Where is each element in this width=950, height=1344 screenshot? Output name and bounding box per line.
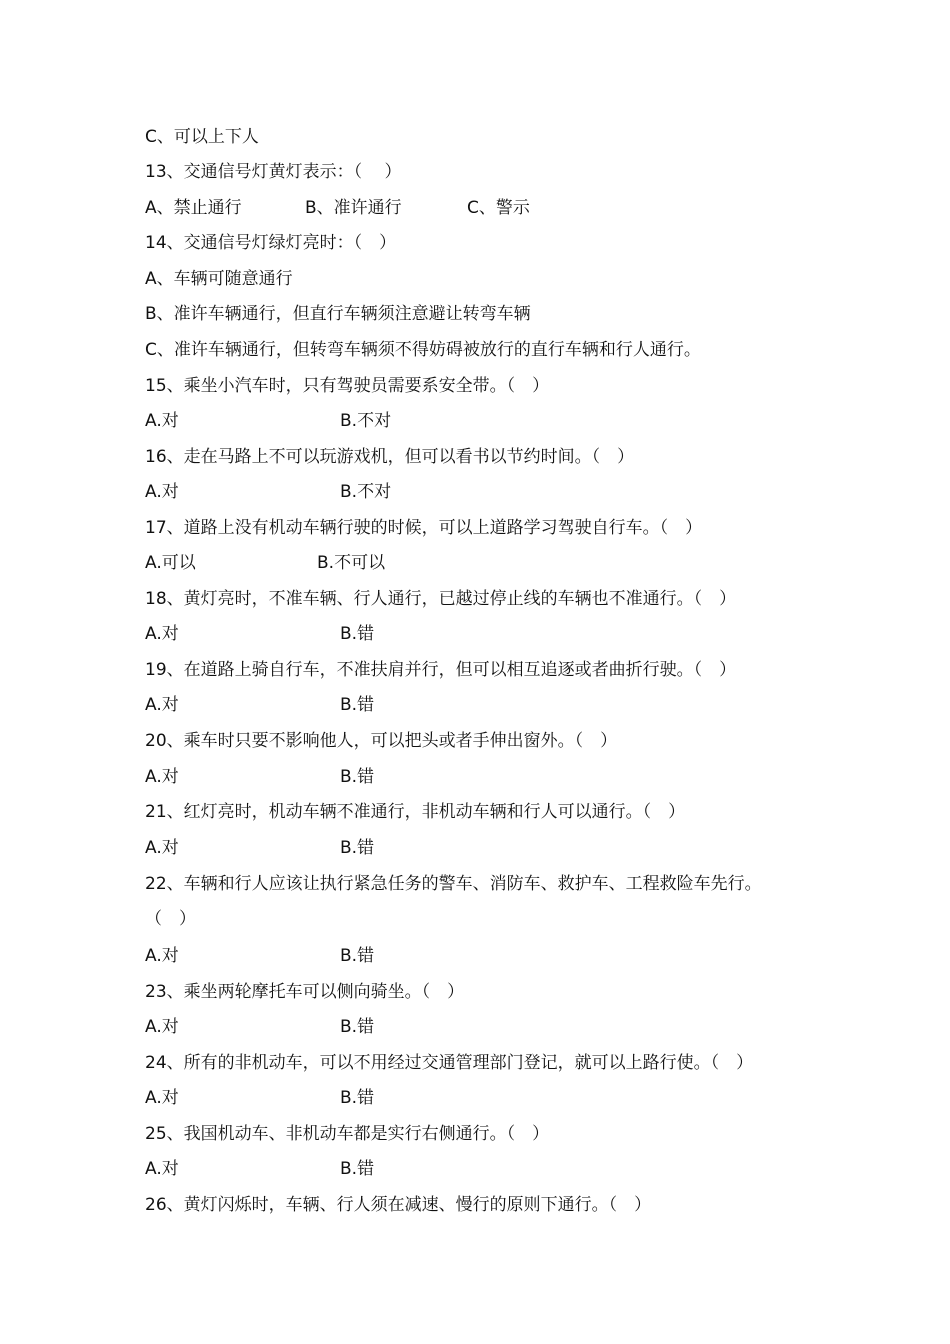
answer-option: B.不对 (340, 482, 392, 502)
answer-option: A、禁止通行 (145, 198, 242, 218)
answer-option: A.可以 (145, 553, 196, 573)
answer-option: A.对 (145, 482, 179, 502)
answer-option: B.错 (340, 695, 375, 715)
answer-option: B.错 (340, 624, 375, 644)
question-text: 18、黄灯亮时，不准车辆、行人通行，已越过停止线的车辆也不准通行。（ ） (145, 589, 737, 609)
question-text: 13、交通信号灯黄灯表示：（ ） (145, 162, 402, 182)
answer-option: A.对 (145, 695, 179, 715)
answer-option: B.错 (340, 1088, 375, 1108)
answer-option: A.对 (145, 1088, 179, 1108)
text-line: C、准许车辆通行，但转弯车辆须不得妨碍被放行的直行车辆和行人通行。 (145, 340, 701, 360)
question-text: 26、黄灯闪烁时，车辆、行人须在减速、慢行的原则下通行。（ ） (145, 1195, 652, 1215)
text-line: C、可以上下人 (145, 127, 259, 147)
answer-option: A.对 (145, 1017, 179, 1037)
question-text: 17、道路上没有机动车辆行驶的时候，可以上道路学习驾驶自行车。（ ） (145, 518, 703, 538)
question-text: 21、红灯亮时，机动车辆不准通行，非机动车辆和行人可以通行。（ ） (145, 802, 686, 822)
answer-option: B、准许通行 (305, 198, 402, 218)
question-text: 24、所有的非机动车，可以不用经过交通管理部门登记，就可以上路行使。（ ） (145, 1053, 754, 1073)
answer-option: A.对 (145, 411, 179, 431)
answer-option: B.错 (340, 1017, 375, 1037)
answer-option: A.对 (145, 838, 179, 858)
answer-option: A.对 (145, 624, 179, 644)
answer-option: B.错 (340, 946, 375, 966)
question-text: 15、乘坐小汽车时，只有驾驶员需要系安全带。（ ） (145, 376, 550, 396)
question-text: 23、乘坐两轮摩托车可以侧向骑坐。（ ） (145, 982, 465, 1002)
answer-option: B.错 (340, 838, 375, 858)
answer-option: A.对 (145, 767, 179, 787)
answer-option: C、警示 (467, 198, 530, 218)
text-line: A、车辆可随意通行 (145, 269, 293, 289)
text-line: （ ） (145, 909, 196, 929)
question-text: 22、车辆和行人应该让执行紧急任务的警车、消防车、救护车、工程救险车先行。 (145, 874, 762, 894)
answer-option: B.错 (340, 1159, 375, 1179)
question-text: 16、走在马路上不可以玩游戏机，但可以看书以节约时间。（ ） (145, 447, 635, 467)
answer-option: A.对 (145, 946, 179, 966)
question-text: 19、在道路上骑自行车，不准扶肩并行，但可以相互追逐或者曲折行驶。（ ） (145, 660, 737, 680)
question-text: 14、交通信号灯绿灯亮时：（ ） (145, 233, 397, 253)
answer-option: A.对 (145, 1159, 179, 1179)
question-text: 20、乘车时只要不影响他人，可以把头或者手伸出窗外。（ ） (145, 731, 618, 751)
answer-option: B.不对 (340, 411, 392, 431)
question-text: 25、我国机动车、非机动车都是实行右侧通行。（ ） (145, 1124, 550, 1144)
answer-option: B.错 (340, 767, 375, 787)
answer-option: B.不可以 (317, 553, 386, 573)
text-line: B、准许车辆通行，但直行车辆须注意避让转弯车辆 (145, 304, 531, 324)
